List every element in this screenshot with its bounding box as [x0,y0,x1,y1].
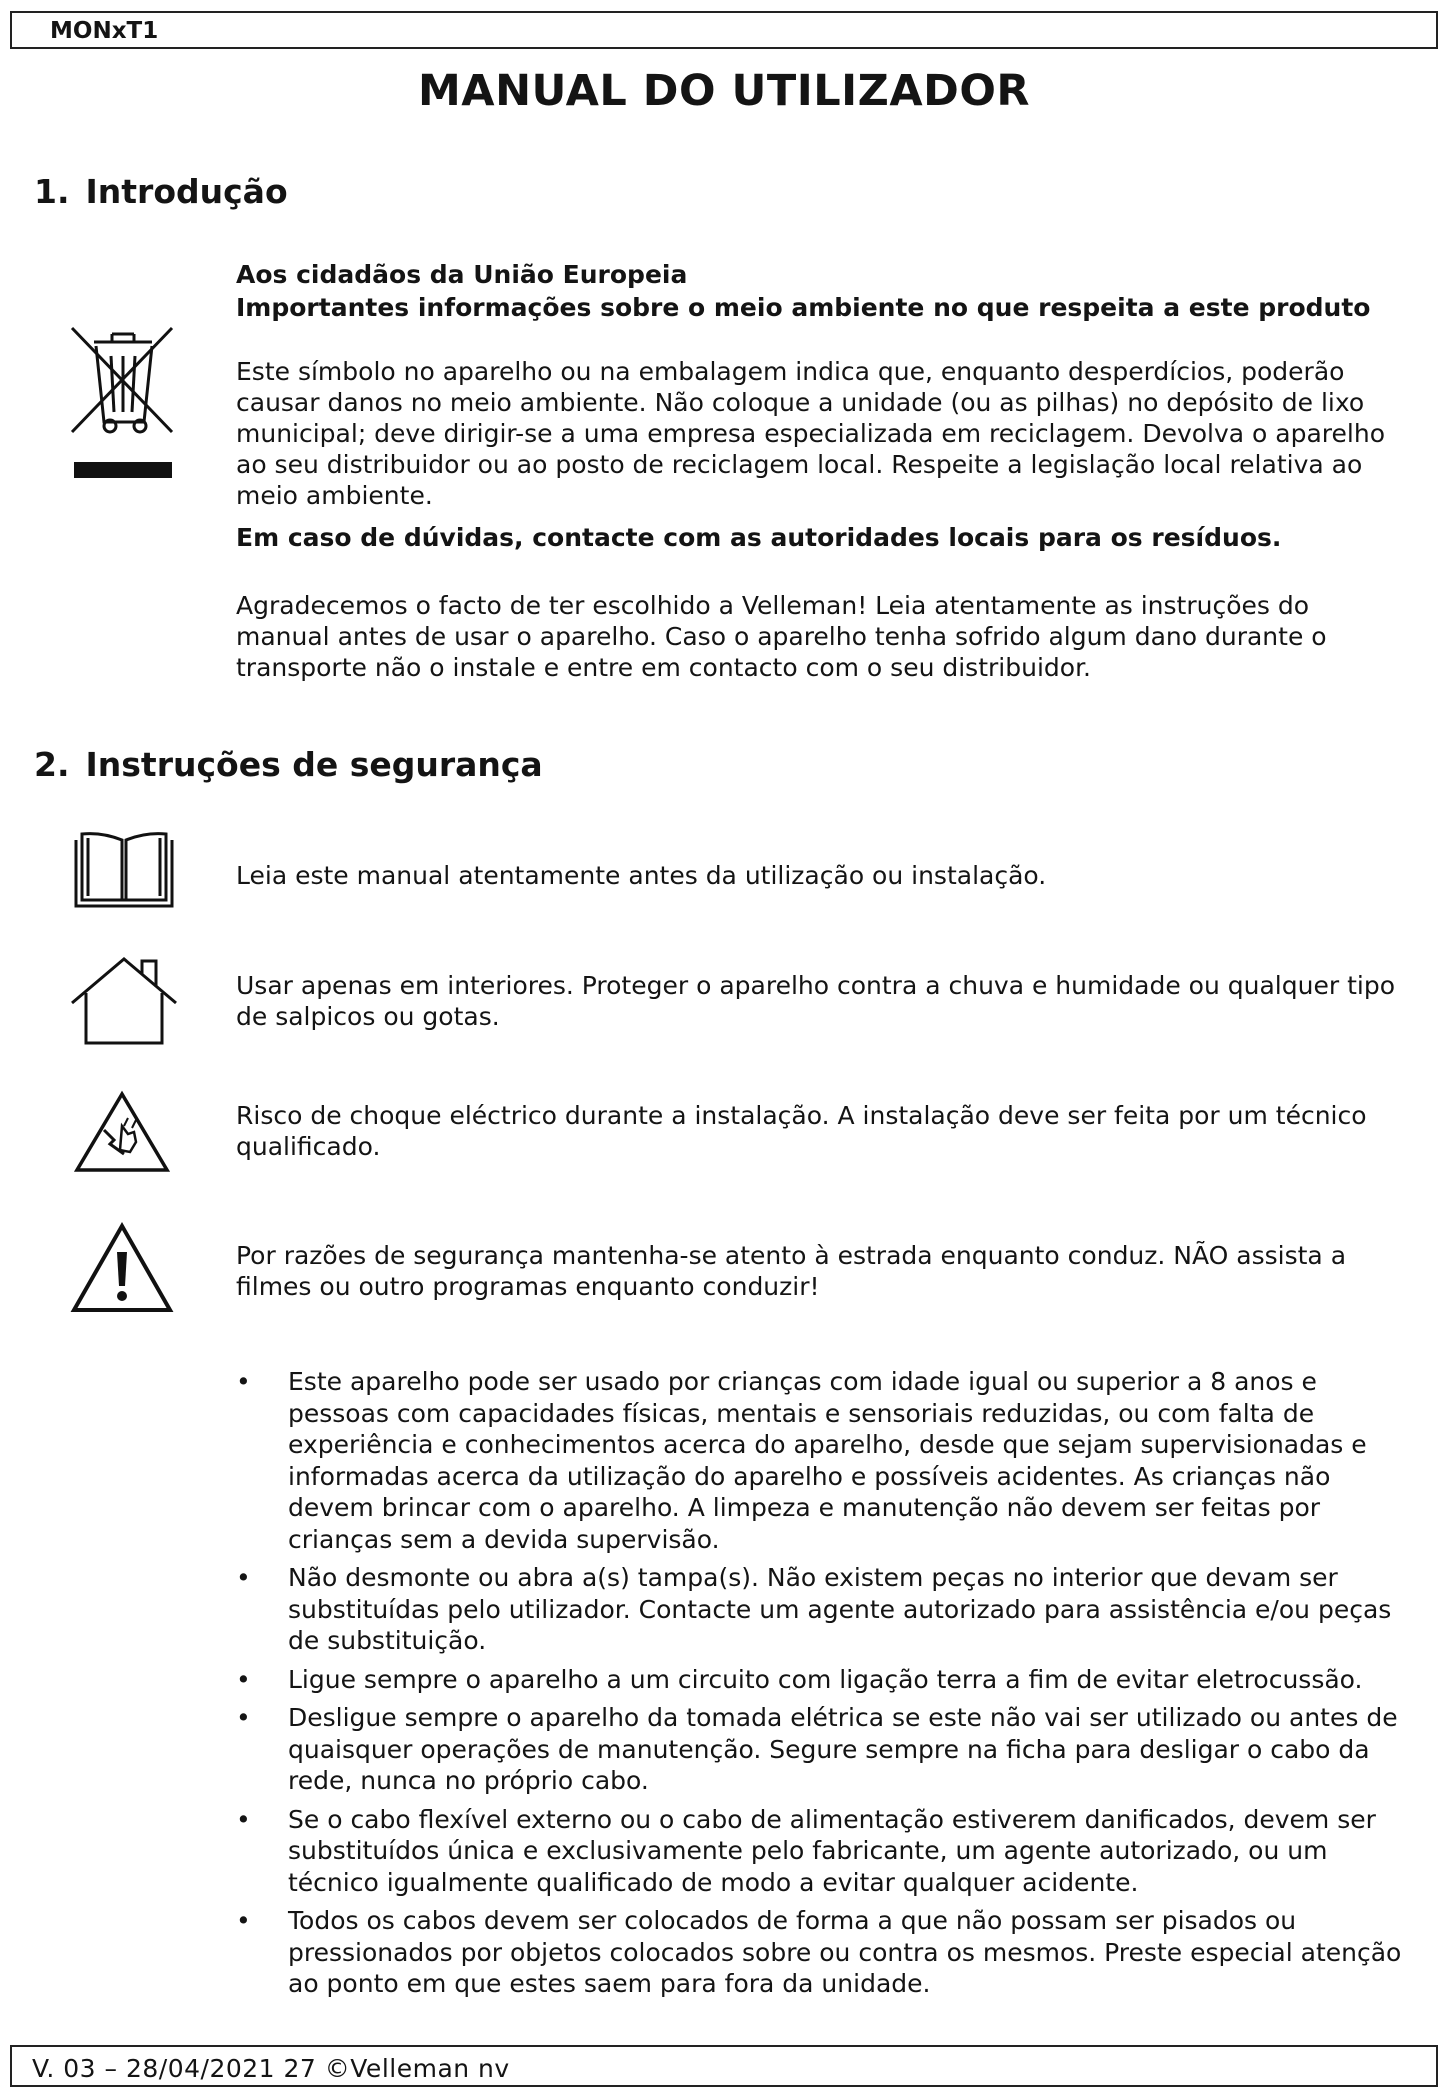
environment-heading: Importantes informações sobre o meio ambiente no que respeita a este produto [236,293,1371,322]
page-title: MANUAL DO UTILIZADOR [418,66,1030,116]
house-icon [70,955,178,1047]
eu-citizens-heading: Aos cidadãos da União Europeia [236,260,688,289]
weee-bin-icon [66,322,180,482]
document-header [10,11,1438,49]
section-2-number: 2. [34,745,70,784]
environment-text: Este símbolo no aparelho ou na embalagem indica que, enquanto desperdícios, poderão causar danos no meio ambiente. Não coloque a unidade (ou as pilhas) no depósito de lixo municipal; deve dirigir-se a uma empresa especializada em reciclagem. Devolva o aparelho ao seu distribuidor ou ao posto de reciclagem local. Respeite a legislação local relativa ao meio ambiente. [236,357,1385,510]
thanks-text: Agradecemos o facto de ter escolhido a Velleman! Leia atentamente as instruções do manual antes de usar o aparelho. Caso o aparelho tenha sofrido algum dano durante o transporte não o instale e entre em contacto com o seu distribuidor. [236,591,1327,682]
safety-item-text: Por razões de segurança mantenha-se atento à estrada enquanto conduz. NÃO assista a filmes ou outro programas enquanto conduzir! [236,1241,1347,1301]
electric-shock-warning-icon [74,1090,170,1174]
section-1-heading [34,172,288,211]
document-footer [10,2045,1438,2087]
list-item: • Este aparelho pode ser usado por crianças com idade igual ou superior a 8 anos e pessoas com capacidades físicas, mentais e sensoriais reduzidas, ou com falta de experiência e conhecimentos acerca do aparelho, desde que sejam supervisionadas e informadas acerca da utilização do aparelho e possíveis acidentes. As crianças não devem brincar com o aparelho. A limpeza e manutenção não devem ser feitas por crianças sem a devida supervisão. [236,1366,1406,1555]
list-item: • Todos os cabos devem ser colocados de forma a que não possam ser pisados ou pressionados por objetos colocados sobre ou contra os mesmos. Preste especial atenção ao ponto em que estes saem para fora da unidade. [236,1905,1406,2000]
safety-item-text: Risco de choque eléctrico durante a instalação. A instalação deve ser feita por um técnico qualificado. [236,1101,1367,1161]
section-2-heading [34,745,543,784]
safety-item-text: Leia este manual atentamente antes da utilização ou instalação. [236,861,1047,890]
list-item: • Não desmonte ou abra a(s) tampa(s). Não existem peças no interior que devam ser substituídas pelo utilizador. Contacte um agente autorizado para assistência e/ou peças de substituição. [236,1562,1406,1657]
list-item: • Ligue sempre o aparelho a um circuito com ligação terra a fim de evitar eletrocussão. [236,1664,1406,1696]
book-icon [72,830,176,912]
safety-item-text: Usar apenas em interiores. Proteger o aparelho contra a chuva e humidade ou qualquer tipo de salpicos ou gotas. [236,971,1395,1031]
footer-text: V. 03 – 28/04/2021 27 ©Velleman nv [32,2054,510,2083]
model-label: MONxT1 [50,18,159,44]
doubts-text: Em caso de dúvidas, contacte com as autoridades locais para os resíduos. [236,523,1282,552]
list-item: • Se o cabo flexível externo ou o cabo de alimentação estiverem danificados, devem ser substituídos única e exclusivamente pelo fabricante, um agente autorizado, ou um técnico igualmente qualificado de modo a evitar qualquer acidente. [236,1804,1406,1899]
caution-warning-icon [70,1222,174,1314]
section-2-title: Instruções de segurança [85,745,543,784]
section-1-number: 1. [34,172,70,211]
list-item: • Desligue sempre o aparelho da tomada elétrica se este não vai ser utilizado ou antes de quaisquer operações de manutenção. Segure sempre na ficha para desligar o cabo da rede, nunca no próprio cabo. [236,1702,1406,1797]
safety-bullet-list [236,1366,1406,2007]
section-1-title: Introdução [85,172,288,211]
